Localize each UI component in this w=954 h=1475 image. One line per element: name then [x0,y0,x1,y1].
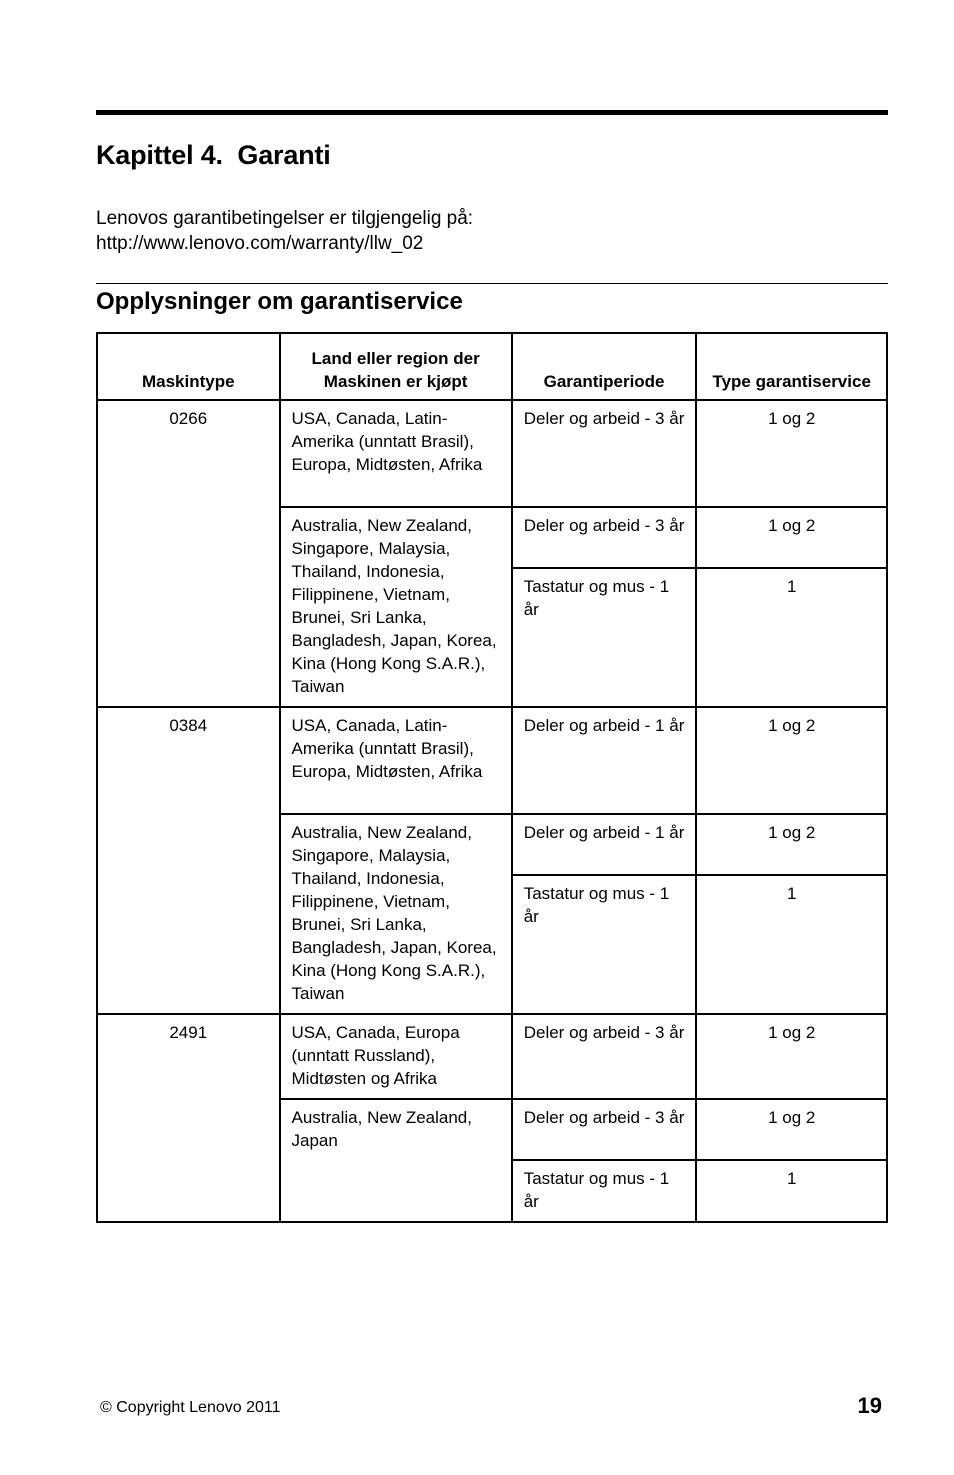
warranty-table [96,332,888,1223]
period-cell: Tastatur og mus - 1 år [512,1160,697,1222]
service-type-cell: 1 [696,1160,887,1222]
chapter-title: Kapittel 4. Garanti [96,140,331,170]
header-region: Land eller region der Maskinen er kjøpt [280,333,512,400]
period-cell: Deler og arbeid - 3 år [512,507,697,568]
region-cell: Australia, New Zealand, Singapore, Malaysia, Thailand, Indonesia, Filippinene, Vietnam, Brunei, Sri Lanka, Bangladesh, Japan, Korea, Kina (Hong Kong S.A.R.), Taiwan [280,814,512,1014]
region-cell: Australia, New Zealand, Singapore, Malaysia, Thailand, Indonesia, Filippinene, Vietnam, Brunei, Sri Lanka, Bangladesh, Japan, Korea, Kina (Hong Kong S.A.R.), Taiwan [280,507,512,707]
machine-type-cell: 0384 [97,707,280,1014]
machine-type-cell: 0266 [97,400,280,707]
period-cell: Deler og arbeid - 3 år [512,400,697,507]
intro-text [96,206,473,256]
period-cell: Tastatur og mus - 1 år [512,568,697,707]
header-period: Garantiperiode [512,333,697,400]
period-cell: Deler og arbeid - 1 år [512,707,697,814]
machine-type-cell: 2491 [97,1014,280,1222]
region-cell: Australia, New Zealand, Japan [280,1099,512,1222]
intro-line-1: Lenovos garantibetingelser er tilgjengelig på: [96,208,474,229]
service-type-cell: 1 og 2 [696,507,887,568]
warranty-link[interactable]: http://www.lenovo.com/warranty/llw_02 [96,233,424,254]
section-rule [96,283,888,284]
header-machine-type: Maskintype [97,333,280,400]
period-cell: Tastatur og mus - 1 år [512,875,697,1014]
region-cell: USA, Canada, Europa (unntatt Russland), Midtøsten og Afrika [280,1014,512,1099]
top-rule [96,110,888,115]
service-type-cell: 1 og 2 [696,1099,887,1160]
section-title: Opplysninger om garantiservice [96,288,463,315]
table-row [97,1014,887,1099]
header-service-type: Type garantiservice [696,333,887,400]
table-row [97,400,887,507]
period-cell: Deler og arbeid - 3 år [512,1014,697,1099]
service-type-cell: 1 [696,568,887,707]
service-type-cell: 1 og 2 [696,1014,887,1099]
page-number: 19 [857,1393,882,1418]
region-cell: USA, Canada, Latin-Amerika (unntatt Brasil), Europa, Midtøsten, Afrika [280,707,512,814]
service-type-cell: 1 og 2 [696,707,887,814]
table-row [97,707,887,814]
table-header-row [97,333,887,400]
service-type-cell: 1 og 2 [696,814,887,875]
period-cell: Deler og arbeid - 3 år [512,1099,697,1160]
service-type-cell: 1 [696,875,887,1014]
region-cell: USA, Canada, Latin-Amerika (unntatt Brasil), Europa, Midtøsten, Afrika [280,400,512,507]
service-type-cell: 1 og 2 [696,400,887,507]
copyright-notice: © Copyright Lenovo 2011 [100,1399,281,1416]
period-cell: Deler og arbeid - 1 år [512,814,697,875]
